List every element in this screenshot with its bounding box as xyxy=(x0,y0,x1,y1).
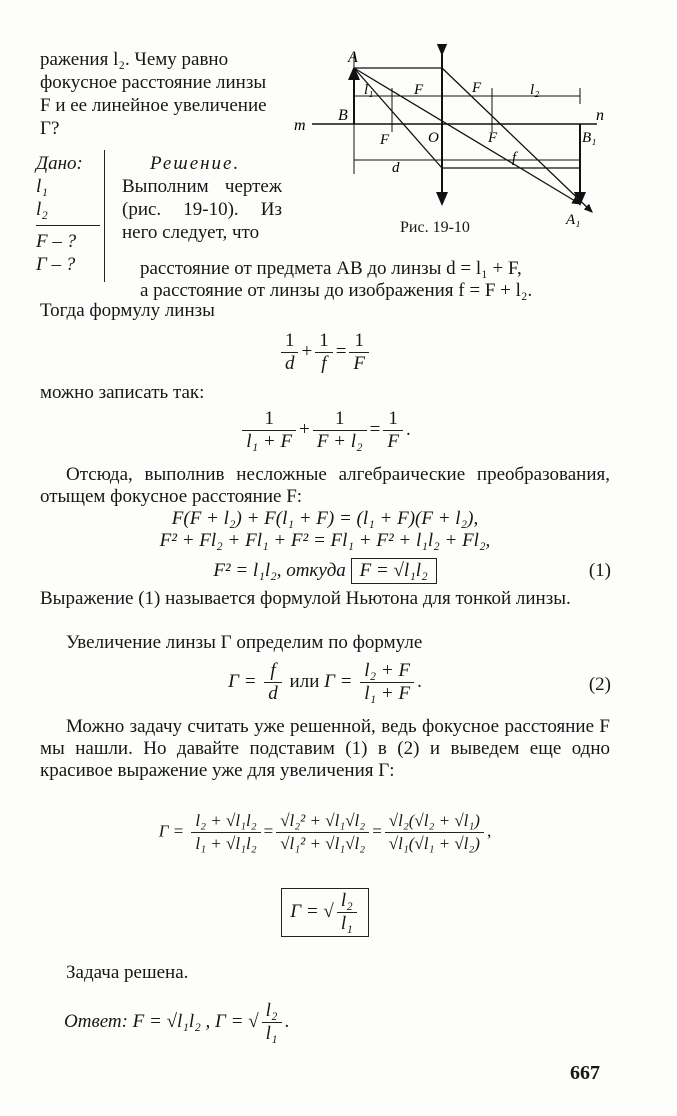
text-write: можно записать так: xyxy=(40,382,205,403)
label-A1: A₁ xyxy=(566,212,581,228)
unknown-item: Г – ? xyxy=(36,254,76,275)
label-B1: B₁ xyxy=(582,130,597,146)
answer: Ответ: F = √l₁l₂ , Г = √ $\frac{\text{l₂}}{\text{l₁}}$ . xyxy=(64,1000,290,1044)
eq-2: Г = $\frac{f}{d}$ или Г = $\frac{\text{l₂ + F}}{\text{l₁ + F}}$ . xyxy=(228,660,422,704)
page-number: 667 xyxy=(570,1062,600,1084)
label-l2: l₂ xyxy=(530,82,540,98)
label-A: A xyxy=(348,49,358,66)
eq-no-1: (1) xyxy=(588,560,611,581)
given-title: Дано: xyxy=(36,153,83,174)
label-B: B xyxy=(338,107,348,124)
eq-no-2: (2) xyxy=(588,674,611,695)
text-then: Тогда формулу линзы xyxy=(40,300,215,321)
lens-diagram xyxy=(292,44,612,234)
solution-heading: Решение. xyxy=(150,153,241,174)
eq-lens2: $\frac{1}{\text{l₁ + F}}$ + $\frac{1}{\text{F + l₂}}$ = $\frac{1}{F}$ . xyxy=(40,408,610,453)
given-block xyxy=(36,152,136,276)
eq-c: F² = l₁l₂, откуда F = √l₁l₂ xyxy=(40,558,610,584)
given-divider xyxy=(104,150,105,282)
eq-a: F(F + l₂) + F(l₁ + F) = (l₁ + F)(F + l₂), xyxy=(171,508,479,529)
label-F4: F xyxy=(488,130,498,146)
solution-start: Решение. Выполним чертеж (рис. 19-10). Из него следует, что xyxy=(122,153,282,243)
eq-lens: $\frac{1}{d}$ + $\frac{1}{f}$ = $\frac{1}{F}$ xyxy=(40,330,610,375)
text-mag: Увеличение линзы Г определим по формуле xyxy=(66,632,423,653)
label-n: n xyxy=(596,107,604,124)
label-F2: F xyxy=(472,80,482,96)
figure-caption: Рис. 19-10 xyxy=(400,219,470,236)
label-m: m xyxy=(294,117,306,134)
answer-label: Ответ: xyxy=(64,1010,128,1032)
unknown-item: F – ? xyxy=(36,231,77,252)
label-F3: F xyxy=(380,132,390,148)
text-algebra: Отсюда, выполнив несложные алгебраические преобразования, отыщем фокусное расстояние F: xyxy=(40,464,610,507)
label-O: O xyxy=(428,130,439,146)
given-item: l₂ xyxy=(36,199,48,220)
text-newton: Выражение (1) называется формулой Ньютона для тонкой линзы. xyxy=(40,588,571,609)
eq-b: F² + Fl₂ + Fl₁ + F² = Fl₁ + F² + l₁l₂ + Fl₂, xyxy=(159,530,491,551)
text-final: Можно задачу считать уже решенной, ведь фокусное расстояние F мы нашли. Но давайте подставим (1) в (2) и выведем еще одно красивое выражение уже для увеличения Г: xyxy=(40,716,610,781)
ray-refracted xyxy=(442,68,592,212)
given-item: l₁ xyxy=(36,176,48,197)
boxed-F: F = √l₁l₂ xyxy=(351,558,437,584)
eq-box: Г = √ $\frac{\text{l₂}}{\text{l₁}}$ xyxy=(40,888,610,937)
solution-cont: расстояние от предмета AB до линзы d = l₁ + F, а расстояние от линзы до изображения f = F + l₂. xyxy=(140,258,533,301)
label-F1: F xyxy=(414,82,424,98)
label-d: d xyxy=(392,160,400,176)
intro-text: ражения l₂. Чему равно фокусное расстояние линзы F и ее линейное увеличение Г? xyxy=(40,49,267,139)
label-l1: l₁ xyxy=(364,82,374,98)
text-solved: Задача решена. xyxy=(66,962,189,983)
label-f: f xyxy=(512,150,517,166)
eq-3: Г = $\frac{\text{l₂ + √l₁l₂}}{\text{l₁ + √l₁l₂}}$ = $\frac{\text{√l₂² + √l₁√l₂}}{\text{√l₁² + √l₁√l₂}}$ = $\frac{\text{√l₂(√l₂ + √l₁)}}{\text{√l₁(√l₁ + √l₂)}}$ , xyxy=(158,811,492,853)
